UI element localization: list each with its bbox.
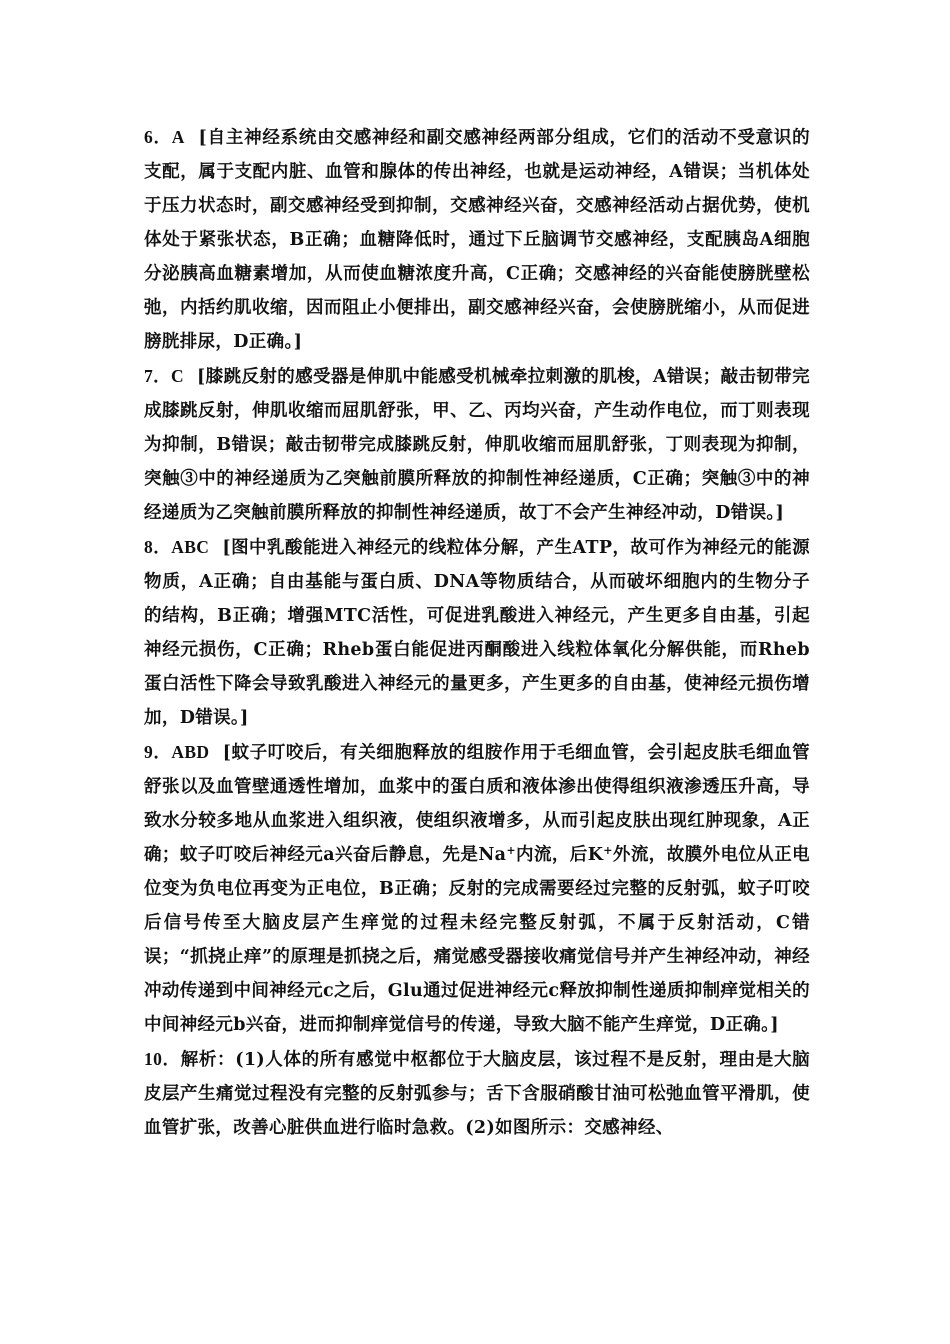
answer-choice: A	[171, 127, 185, 147]
explanation-text: 外流，故膜外电位从正电位变为负电位再变为正电位，B正确；反射的完成需要经过完整的反射弧，蚊子叮咬后信号传至大脑皮层产生痒觉的过程未经完整反射弧，不属于反射活动，C错误；“抓挠止痒”的原理是抓挠之后，痛觉感受器接收痛觉信号并产生神经冲动，神经冲动传递到中间神经元c之后，Glu通过促进神经元c释放抑制性递质抑制痒觉相关的中间神经元b兴奋，进而抑制痒觉信号的传递，导致大脑不能产生痒觉，D正确。]	[144, 845, 810, 1035]
answer-document	[144, 120, 810, 1145]
answer-entry-7	[144, 359, 810, 530]
analysis-label: 解析：	[180, 1050, 236, 1070]
superscript-plus: +	[603, 844, 613, 857]
question-number: 10．	[144, 1049, 181, 1069]
answer-choice: ABC	[171, 537, 210, 557]
explanation-text: (1)人体的所有感觉中枢都位于大脑皮层，该过程不是反射，理由是大脑皮层产生痛觉过程没有完整的反射弧参与；舌下含服硝酸甘油可松弛血管平滑肌，使血管扩张，改善心脏供血进行临时急救。(2)如图所示：交感神经、	[144, 1050, 810, 1138]
answer-entry-9	[144, 735, 810, 1042]
answer-entry-10	[144, 1042, 810, 1145]
answer-choice: C	[171, 366, 185, 386]
explanation-text: [自主神经系统由交感神经和副交感神经两部分组成，它们的活动不受意识的支配，属于支配内脏、血管和腺体的传出神经，也就是运动神经，A错误；当机体处于压力状态时，副交感神经受到抑制，交感神经兴奋，交感神经活动占据优势，使机体处于紧张状态，B正确；血糖降低时，通过下丘脑调节交感神经，支配胰岛A细胞分泌胰高血糖素增加，从而使血糖浓度升高，C正确；交感神经的兴奋能使膀胱壁松弛，内括约肌收缩，因而阻止小便排出，副交感神经兴奋，会使膀胱缩小，从而促进膀胱排尿，D正确。]	[144, 128, 811, 352]
question-number: 9．	[144, 742, 172, 762]
explanation-text: 内流，后K	[515, 845, 604, 865]
question-number: 6．	[144, 127, 172, 147]
question-number: 8．	[144, 537, 172, 557]
explanation-text: [膝跳反射的感受器是伸肌中能感受机械牵拉刺激的肌梭，A错误；敲击韧带完成膝跳反射，伸肌收缩而屈肌舒张，甲、乙、丙均兴奋，产生动作电位，而丁则表现为抑制，B错误；敲击韧带完成膝跳反射，伸肌收缩而屈肌舒张，丁则表现为抑制，突触③中的神经递质为乙突触前膜所释放的抑制性神经递质，C正确；突触③中的神经递质为乙突触前膜所释放的抑制性神经递质，故丁不会产生神经冲动，D错误。]	[144, 367, 811, 523]
answer-entry-8	[144, 530, 810, 735]
superscript-plus: +	[506, 844, 516, 857]
explanation-text: [图中乳酸能进入神经元的线粒体分解，产生ATP，故可作为神经元的能源物质，A正确；自由基能与蛋白质、DNA等物质结合，从而破坏细胞内的生物分子的结构，B正确；增强MTC活性，可促进乳酸进入神经元，产生更多自由基，引起神经元损伤，C正确；Rheb蛋白能促进丙酮酸进入线粒体氧化分解供能，而Rheb蛋白活性下降会导致乳酸进入神经元的量更多，产生更多的自由基，使神经元损伤增加，D错误。]	[144, 538, 811, 728]
answer-choice: ABD	[171, 742, 210, 762]
question-number: 7．	[144, 366, 172, 386]
explanation-text: [蚊子叮咬后，有关细胞释放的组胺作用于毛细血管，会引起皮肤毛细血管舒张以及血管壁通透性增加，血浆中的蛋白质和液体渗出使得组织液渗透压升高，导致水分较多地从血浆进入组织液，使组织液增多，从而引起皮肤出现红肿现象，A正确；蚊子叮咬后神经元a兴奋后静息，先是Na	[144, 743, 811, 865]
answer-entry-6	[144, 120, 810, 359]
